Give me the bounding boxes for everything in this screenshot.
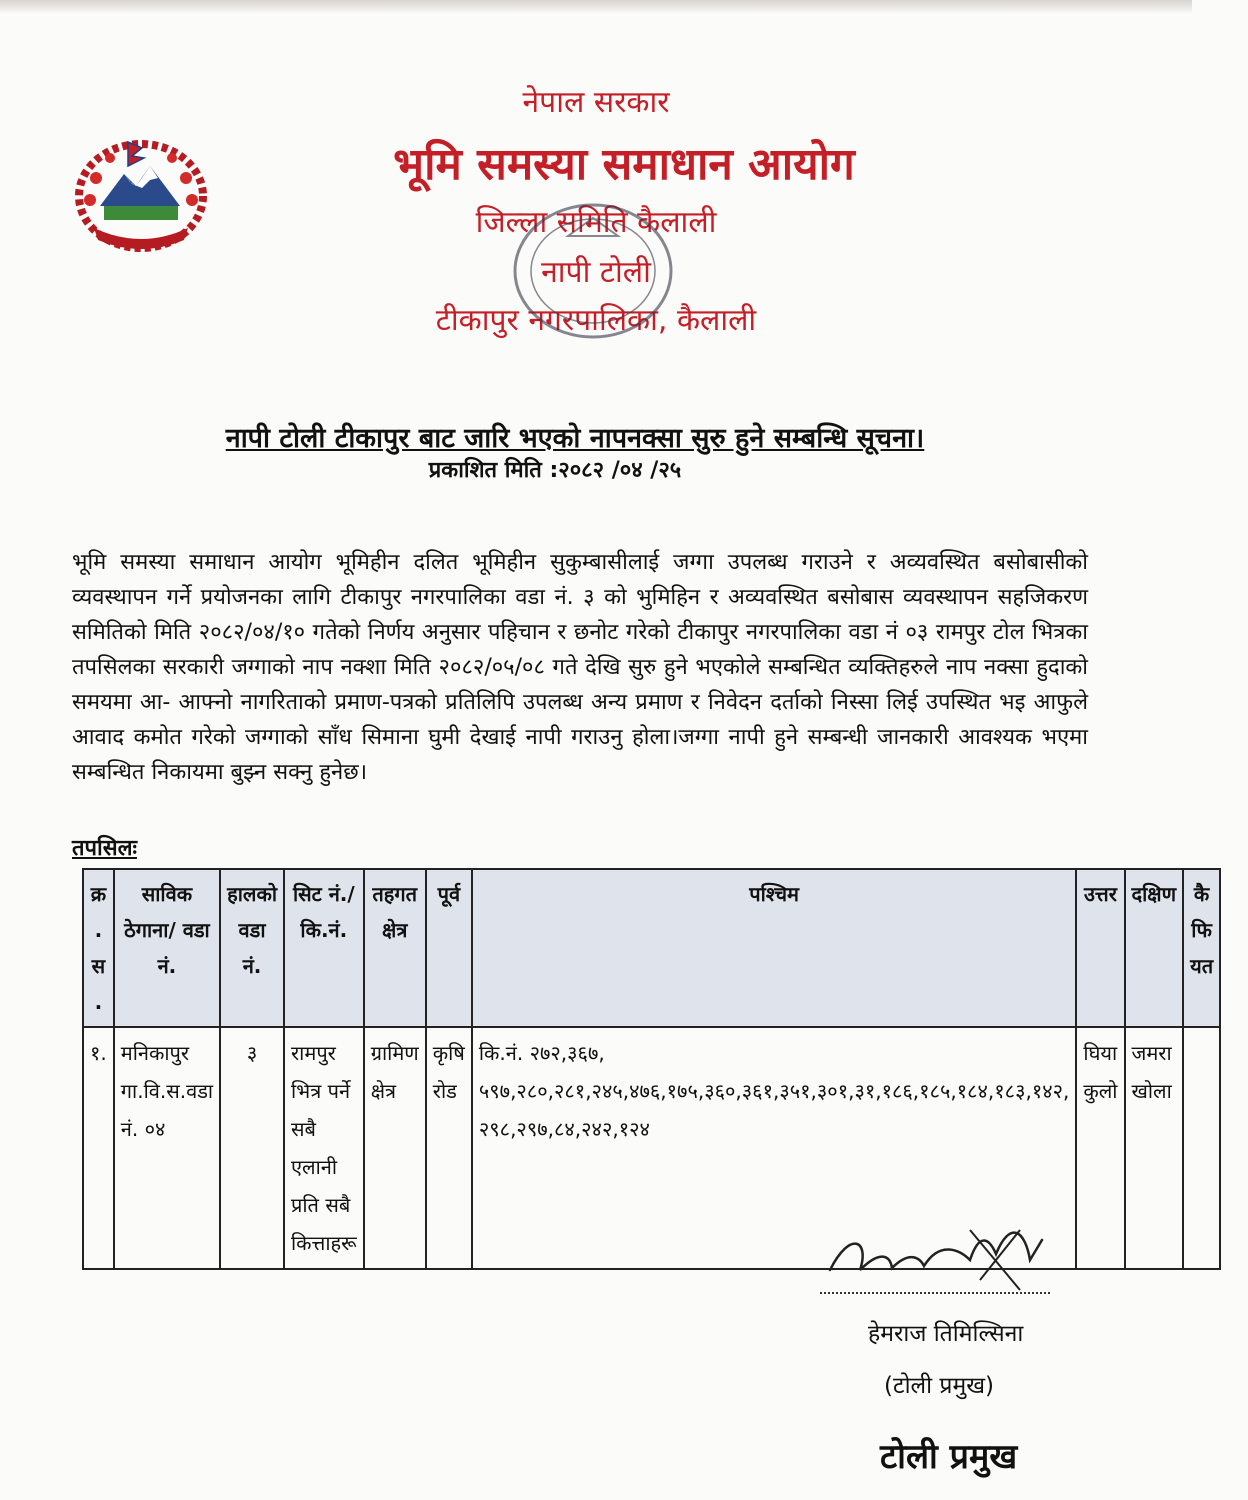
signatory-role: (टोली प्रमुख)	[884, 1373, 995, 1399]
notice-title: नापी टोली टीकापुर बाट जारि भएको नापनक्सा सुरु हुने सम्बन्धि सूचना।	[225, 423, 925, 454]
table-header-row	[83, 869, 1220, 1027]
col-level: तहगत क्षेत्र	[364, 869, 426, 1027]
office-stamp	[508, 196, 678, 346]
cell-old-address: मनिकापुर गा.वि.स.वडा नं. ०४	[114, 1027, 220, 1269]
col-sn: क्र . स .	[83, 869, 114, 1027]
col-south: दक्षिण	[1125, 869, 1184, 1027]
district-committee: जिल्ला समिति कैलाली	[475, 205, 717, 240]
cell-north: घिया कुलो	[1076, 1027, 1124, 1269]
paper-top-edge	[0, 0, 1192, 14]
organization-name: भूमि समस्या समाधान आयोग	[393, 139, 855, 190]
cell-level: ग्रामिण क्षेत्र	[364, 1027, 426, 1269]
handwritten-signature	[820, 1210, 1050, 1300]
cell-west: कि.नं. २७२,३६७, ५९७,२८०,२८१,२४५,४७६,१७५,३६०,३६१,३५१,३०१,३१,१८६,१८५,१८४,१८३,१४२, २९८,२९७,८४,२४२,१२४	[472, 1027, 1077, 1269]
cell-sn: १.	[83, 1027, 114, 1269]
col-remarks: कै फि यत	[1183, 869, 1220, 1027]
col-east: पूर्व	[426, 869, 472, 1027]
government-name: नेपाल सरकार	[522, 85, 670, 120]
cell-remarks	[1183, 1027, 1220, 1269]
col-west: पश्चिम	[472, 869, 1077, 1027]
role-stamp: टोली प्रमुख	[880, 1437, 1018, 1477]
cell-east: कृषि रोड	[426, 1027, 472, 1269]
cell-sheet-plot: रामपुर भित्र पर्ने सबै एलानी प्रति सबै कित्ताहरू	[284, 1027, 364, 1269]
notice-body: भूमि समस्या समाधान आयोग भूमिहीन दलित भूमिहीन सुकुम्बासीलाई जग्गा उपलब्ध गराउने र अव्यवस्थित बसोबासीको व्यवस्थापन गर्ने प्रयोजनका लागि टीकापुर नगरपालिका वडा नं. ३ को भुमिहिन र अव्यवस्थित बसोबास व्यवस्थापन सहजिकरण समितिको मिति २०८२/०४/१० गतेको निर्णय अनुसार पहिचान र छनोट गरेको टीकापुर नगरपालिका वडा नं ०३ रामपुर टोल भित्रका तपसिलका सरकारी जग्गाको नाप नक्शा मिति २०८२/०५/०८ गते देखि सुरु हुने भएकोले सम्बन्धित व्यक्तिहरुले नाप नक्सा हुदाको समयमा आ- आफ्नो नागरिताको प्रमाण-पत्रको प्रतिलिपि उपलब्ध अन्य प्रमाण र निवेदन दर्ताको निस्सा लिई उपस्थित भइ आफुले आवाद कमोत गरेको जग्गाको साँध सिमाना घुमी देखाई नापी गराउनु होला।जग्गा नापी हुने सम्बन्धी जानकारी आवश्यक भएमा सम्बन्धित निकायमा बुझ्न सक्नु हुनेछ।	[72, 550, 1088, 785]
survey-team: नापी टोली	[541, 255, 651, 290]
signature-line	[820, 1292, 1050, 1294]
col-current-ward: हालको वडा नं.	[220, 869, 284, 1027]
published-date: प्रकाशित मिति :२०८२ /०४ /२५	[428, 458, 682, 483]
land-details-table	[82, 868, 1221, 1270]
col-old-address: साविक ठेगाना/ वडा नं.	[114, 869, 220, 1027]
signatory-name: हेमराज तिमिल्सिना	[868, 1321, 1024, 1347]
cell-current-ward: ३	[220, 1027, 284, 1269]
details-label: तपसिलः	[72, 836, 137, 861]
cell-south: जमरा खोला	[1125, 1027, 1184, 1269]
col-north: उत्तर	[1076, 869, 1124, 1027]
municipality: टीकापुर नगरपालिका, कैलाली	[435, 303, 757, 338]
col-sheet-plot: सिट नं./कि.नं.	[284, 869, 364, 1027]
